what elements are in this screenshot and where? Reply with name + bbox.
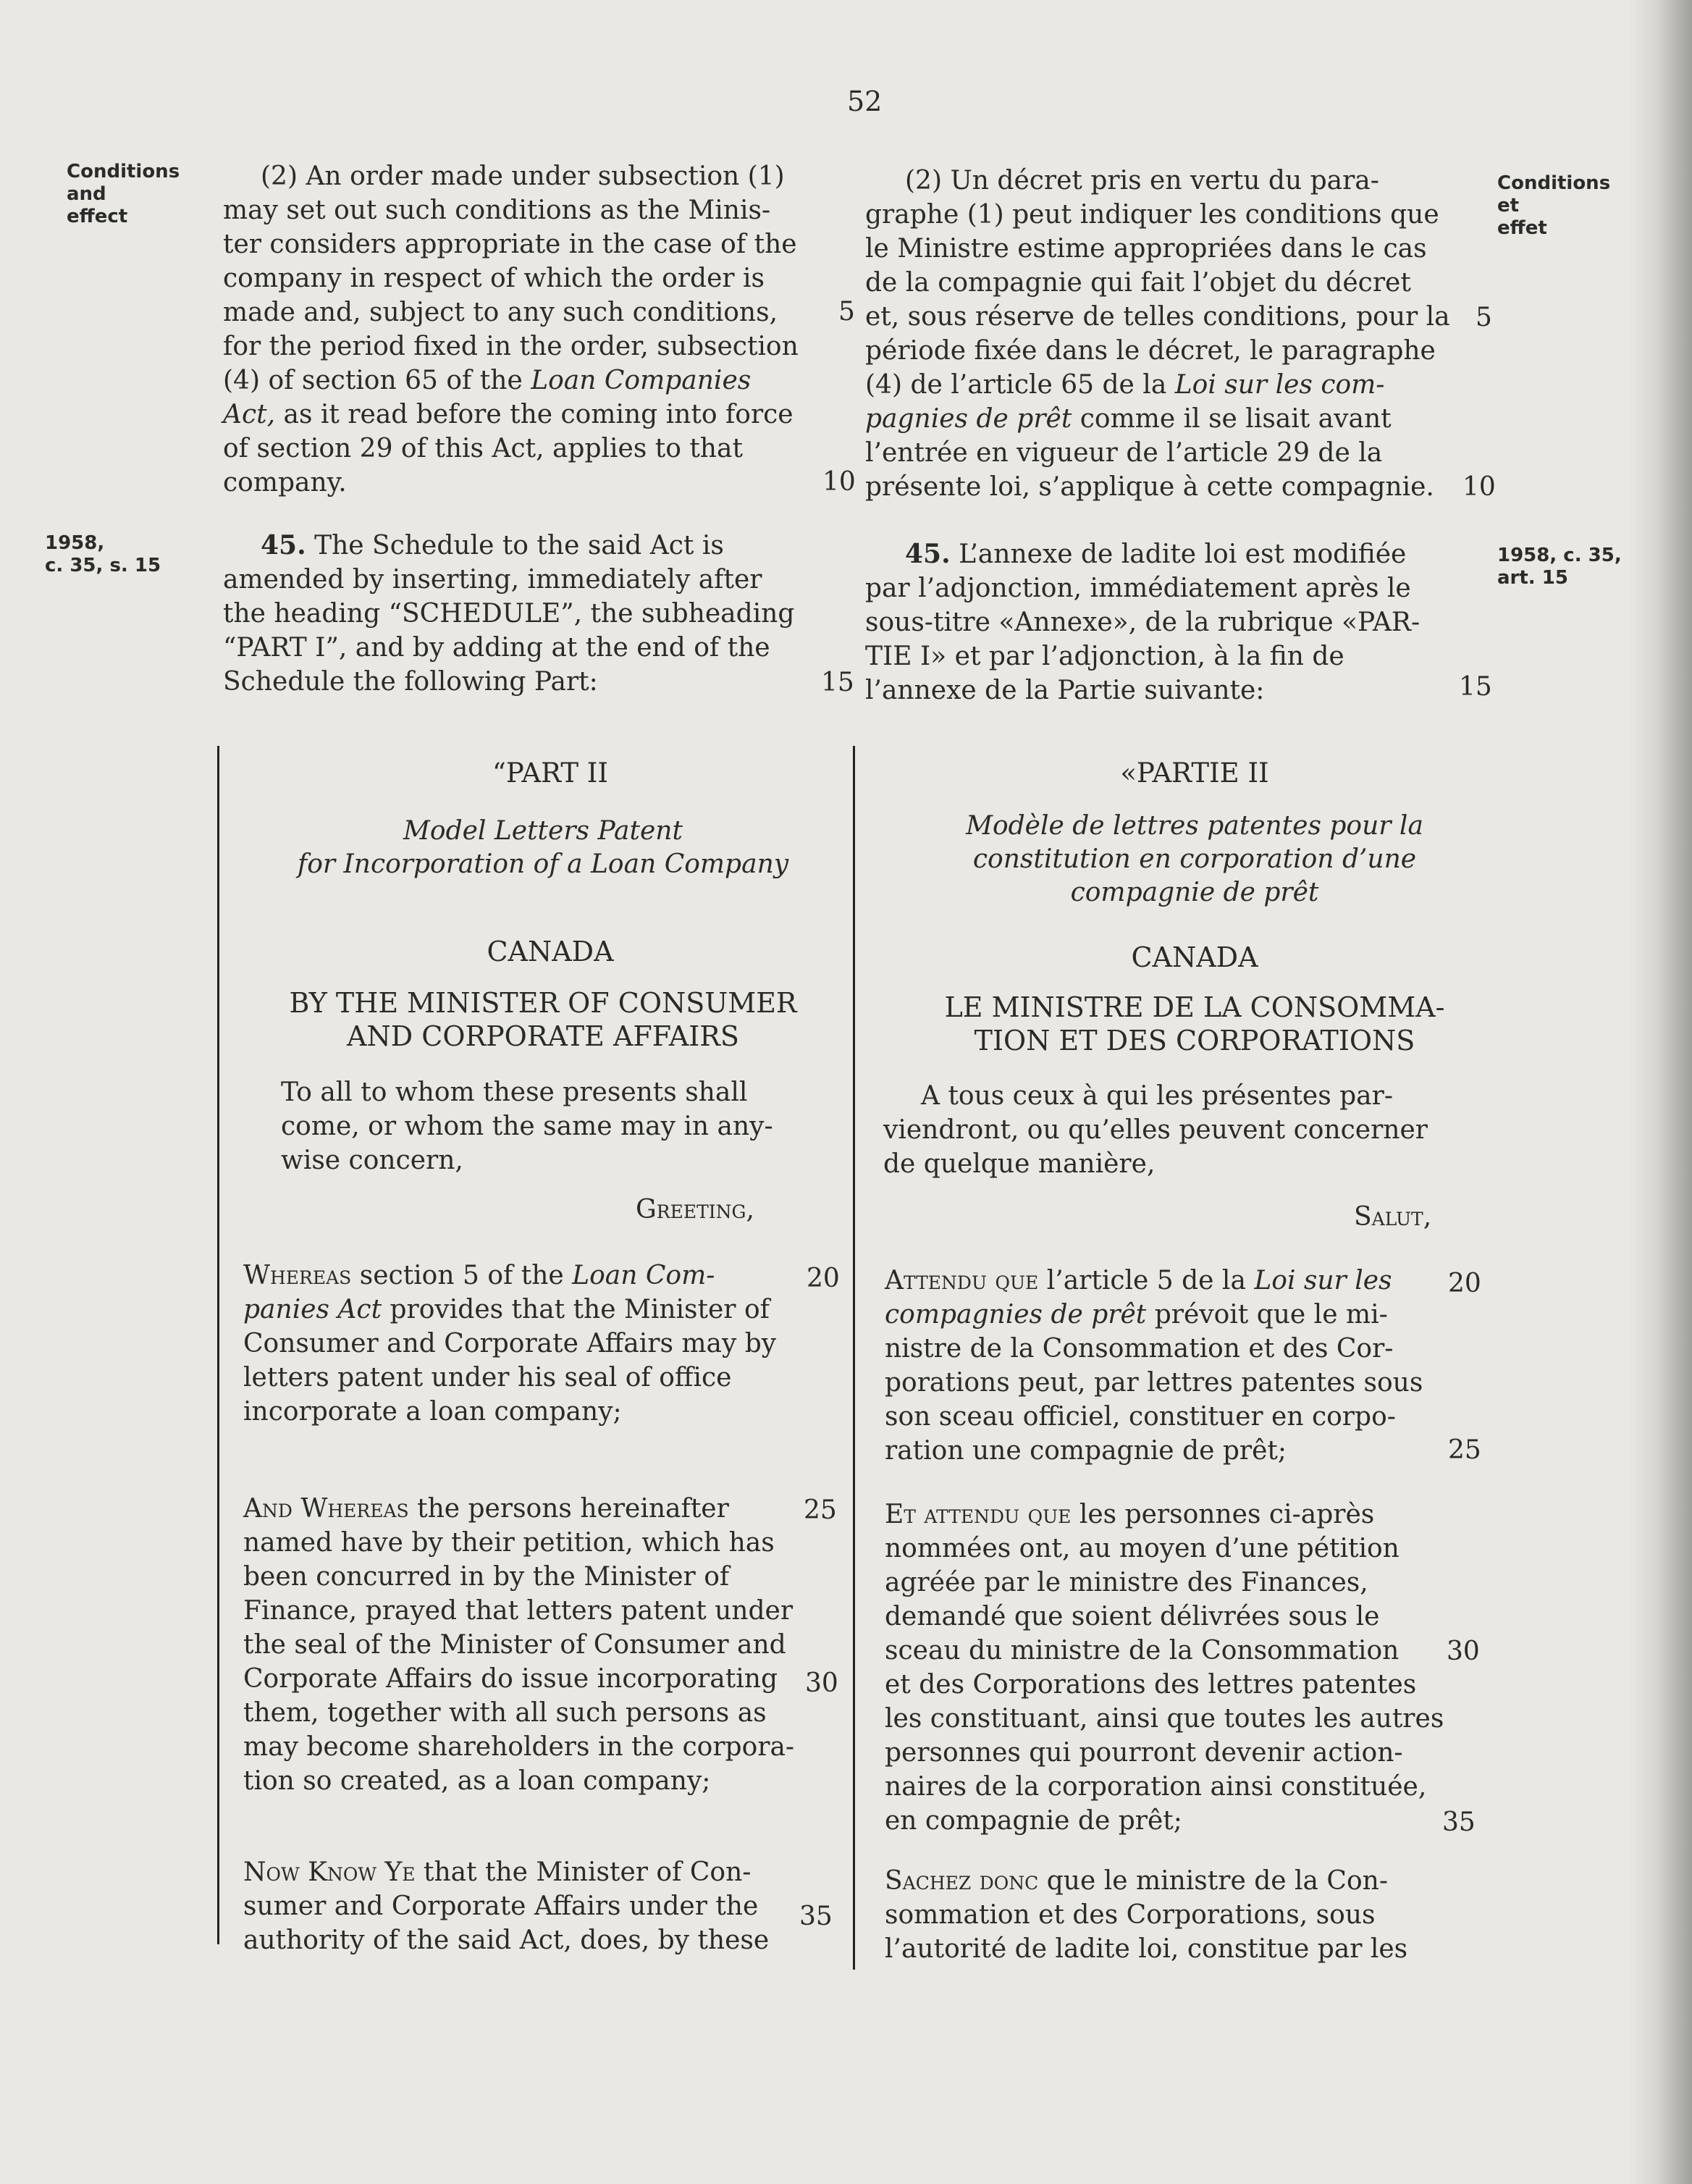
en-canada-heading: CANADA <box>487 936 614 967</box>
fr-greeting: Salut, <box>1354 1202 1432 1232</box>
line-number-en-5: 5 <box>838 297 855 327</box>
schedule-rule-en <box>217 746 219 1944</box>
line-number-fr-10: 10 <box>1462 472 1496 502</box>
fr-part-ii-heading: «PARTIE II <box>1120 757 1269 789</box>
en-whereas-paragraph: Whereas section 5 of the Loan Com- panies Act provides that the Minister of Consumer and Corporate Affairs may by letters patent under his seal of office incorporate a loan company; <box>243 1261 777 1427</box>
line-number-en-30: 30 <box>805 1668 838 1698</box>
fr-section-45: 45. L’annexe de ladite loi est modifiée par l’adjonction, immédiatement après le sous-titre «Annexe», de la rubrique «PAR- TIE I» et par l’adjonction, à la fin de l’annexe de la Partie suivante: <box>865 539 1420 705</box>
page-edge-shadow <box>1627 0 1692 2184</box>
line-number-en-10: 10 <box>822 467 856 497</box>
margin-note-conditions-fr: Conditions et effet <box>1497 172 1611 239</box>
line-number-fr-30: 30 <box>1447 1637 1480 1666</box>
margin-note-conditions-en: Conditions and effect <box>67 161 180 227</box>
fr-model-title: Modèle de lettres patentes pour la constitution en corporation d’une compagnie de prêt <box>966 811 1423 907</box>
line-number-en-20: 20 <box>807 1264 840 1293</box>
line-number-fr-25: 25 <box>1448 1435 1481 1465</box>
en-minister-heading: BY THE MINISTER OF CONSUMER AND CORPORATE AFFAIRS <box>289 987 797 1052</box>
en-part-ii-heading: “PART II <box>492 757 608 789</box>
fr-subsection-2: (2) Un décret pris en vertu du para- graphe (1) peut indiquer les conditions que le Ministre estime appropriées dans le cas de la compagnie qui fait l’objet du décret et, sous réserve de telles conditions, pour la période fixée dans le décret, le paragraphe (4) de l’article 65 de la Loi sur les com- pagnies de prêt comme il se lisait avant l’entrée en vigueur de l’article 29 de la présente loi, s’applique à cette compagnie. <box>865 166 1450 502</box>
line-number-en-15: 15 <box>821 668 854 697</box>
fr-attendu-paragraph: Attendu que l’article 5 de la Loi sur les compagnies de prêt prévoit que le mi- nistre de la Consommation et des Cor- porations peut, par lettres patentes sous son sceau officiel, constituer en corpo- ration une compagnie de prêt; <box>885 1266 1423 1466</box>
line-number-en-25: 25 <box>804 1495 837 1525</box>
line-number-fr-35: 35 <box>1442 1807 1476 1837</box>
fr-address: A tous ceux à qui les présentes par- viendront, ou qu’elles peuvent concerner de quelque manière, <box>883 1081 1428 1179</box>
line-number-fr-20: 20 <box>1448 1269 1481 1298</box>
margin-note-citation-fr: 1958, c. 35, art. 15 <box>1497 545 1622 589</box>
line-number-fr-15: 15 <box>1459 672 1492 702</box>
line-number-fr-5: 5 <box>1476 303 1492 332</box>
en-subsection-2: (2) An order made under subsection (1) may set out such conditions as the Minis- ter considers appropriate in the case of the company in respect of which the order is made and, subject to any such conditions, for the period fixed in the order, subsection (4) of section 65 of the Loan Companies Act, as it read before the coming into force of section 29 of this Act, applies to that company. <box>223 161 799 497</box>
fr-canada-heading: CANADA <box>1131 941 1258 973</box>
fr-minister-heading: LE MINISTRE DE LA CONSOMMA- TION ET DES CORPORATIONS <box>944 991 1445 1057</box>
en-section-45: 45. The Schedule to the said Act is amended by inserting, immediately after the heading “SCHEDULE”, the subheading “PART I”, and by adding at the end of the Schedule the following Part: <box>223 530 795 697</box>
line-number-en-35: 35 <box>799 1902 833 1931</box>
en-now-know-ye-paragraph: Now Know Ye that the Minister of Con- sumer and Corporate Affairs under the authority of the said Act, does, by these <box>243 1857 770 1955</box>
fr-et-attendu-paragraph: Et attendu que les personnes ci-après nommées ont, au moyen d’une pétition agréée par le ministre des Finances, demandé que soient délivrées sous le sceau du ministre de la Consommation et des Corporations des lettres patentes les constituant, ainsi que toutes les autres personnes qui pourront devenir action- naires de la corporation ainsi constituée, en compagnie de prêt; <box>885 1500 1444 1836</box>
en-address: To all to whom these presents shall come, or whom the same may in any- wise concern, <box>281 1078 773 1175</box>
page-number: 52 <box>847 85 883 117</box>
en-model-title: Model Letters Patent for Incorporation of a Loan Company <box>297 816 789 879</box>
schedule-rule-fr <box>853 746 855 1970</box>
fr-sachez-donc-paragraph: Sachez donc que le ministre de la Con- sommation et des Corporations, sous l’autorité de ladite loi, constitue par les <box>885 1866 1408 1964</box>
en-greeting: Greeting, <box>636 1195 754 1225</box>
en-and-whereas-paragraph: And Whereas the persons hereinafter named have by their petition, which has been concurred in by the Minister of Finance, prayed that letters patent under the seal of the Minister of Consumer and Corporate Affairs do issue incorporating them, together with all such persons as may become shareholders in the corpora- tion so created, as a loan company; <box>243 1494 795 1796</box>
margin-note-citation-en: 1958, c. 35, s. 15 <box>45 532 161 576</box>
